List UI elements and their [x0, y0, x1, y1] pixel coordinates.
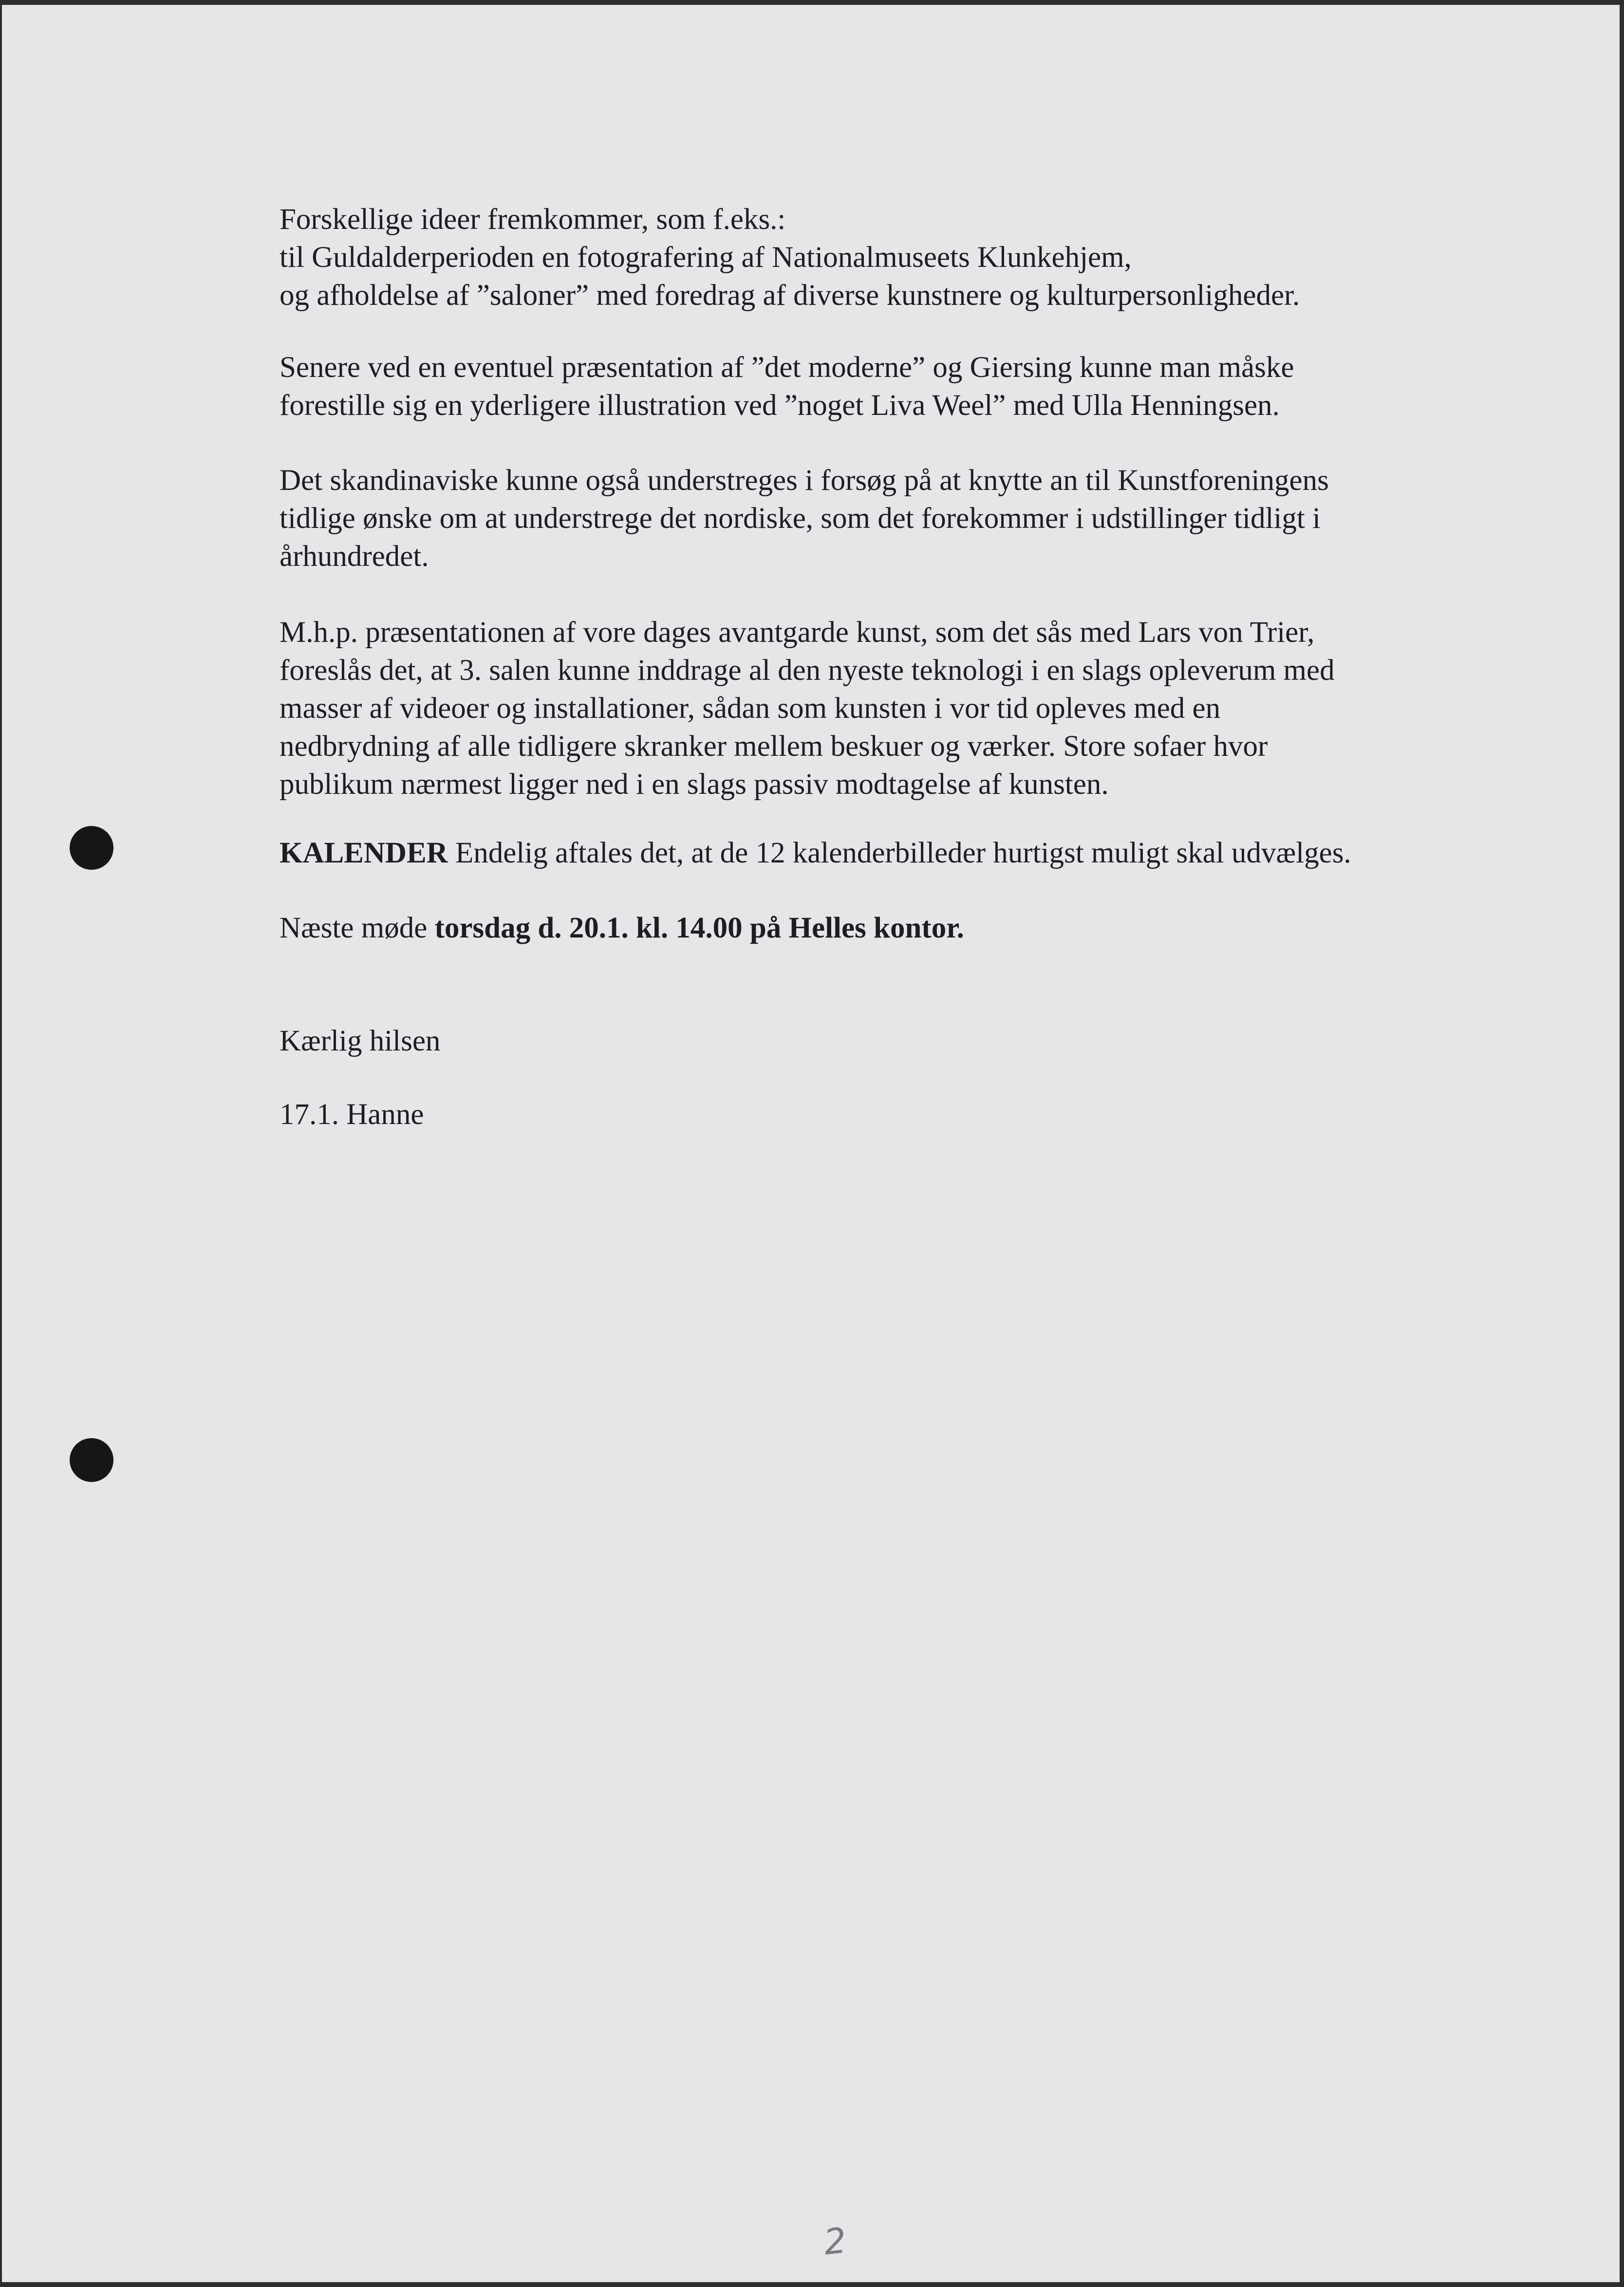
signature-text: 17.1. Hanne	[280, 1098, 424, 1131]
text-line	[280, 834, 1507, 872]
paragraph-scandinavian	[280, 462, 1507, 576]
document-page	[2, 5, 1620, 2282]
closing-text: Kærlig hilsen	[280, 1025, 441, 1057]
kalender-text: Endelig aftales det, at de 12 kalenderbilleder hurtigst muligt skal udvælges.	[448, 837, 1351, 869]
text-line: og afholdelse af ”saloner” med foredrag af diverse kunstnere og kulturpersonligheder.	[280, 279, 1300, 312]
closing	[280, 1022, 1507, 1060]
text-line: Det skandinaviske kunne også understreges i forsøg på at knytte an til Kunstforeningens	[280, 464, 1329, 497]
next-meeting-details: torsdag d. 20.1. kl. 14.00 på Helles kontor.	[434, 912, 964, 944]
text-line: til Guldalderperioden en fotografering af Nationalmuseets Klunkehjem,	[280, 241, 1132, 274]
paragraph-kalender	[280, 834, 1507, 872]
text-line: M.h.p. præsentationen af vore dages avantgarde kunst, som det sås med Lars von Trier,	[280, 616, 1315, 649]
text-line	[280, 909, 1507, 947]
text-line: forestille sig en yderligere illustration ved ”noget Liva Weel” med Ulla Henningsen.	[280, 389, 1280, 422]
punch-hole	[70, 826, 113, 870]
kalender-heading: KALENDER	[280, 837, 448, 869]
paragraph-next-meeting	[280, 909, 1507, 947]
text-line: masser af videoer og installationer, sådan som kunsten i vor tid opleves med en	[280, 692, 1221, 725]
text-line: Forskellige ideer fremkommer, som f.eks.:	[280, 203, 786, 236]
paragraph-modern	[280, 349, 1507, 425]
punch-hole	[70, 1438, 113, 1482]
text-line: århundredet.	[280, 540, 429, 573]
paragraph-avantgarde	[280, 614, 1507, 804]
next-meeting-prefix: Næste møde	[280, 912, 435, 944]
paragraph-ideas	[280, 201, 1507, 315]
text-line: tidlige ønske om at understrege det nordiske, som det forekommer i udstillinger tidligt i	[280, 502, 1321, 535]
signature	[280, 1096, 1507, 1134]
text-line: Senere ved en eventuel præsentation af ”det moderne” og Giersing kunne man måske	[280, 351, 1294, 384]
text-line: publikum nærmest ligger ned i en slags passiv modtagelse af kunsten.	[280, 768, 1109, 801]
text-line: nedbrydning af alle tidligere skranker mellem beskuer og værker. Store sofaer hvor	[280, 730, 1268, 763]
text-line: foreslås det, at 3. salen kunne inddrage al den nyeste teknologi i en slags opleverum med	[280, 654, 1335, 687]
handwritten-page-number: 2	[821, 2219, 849, 2263]
